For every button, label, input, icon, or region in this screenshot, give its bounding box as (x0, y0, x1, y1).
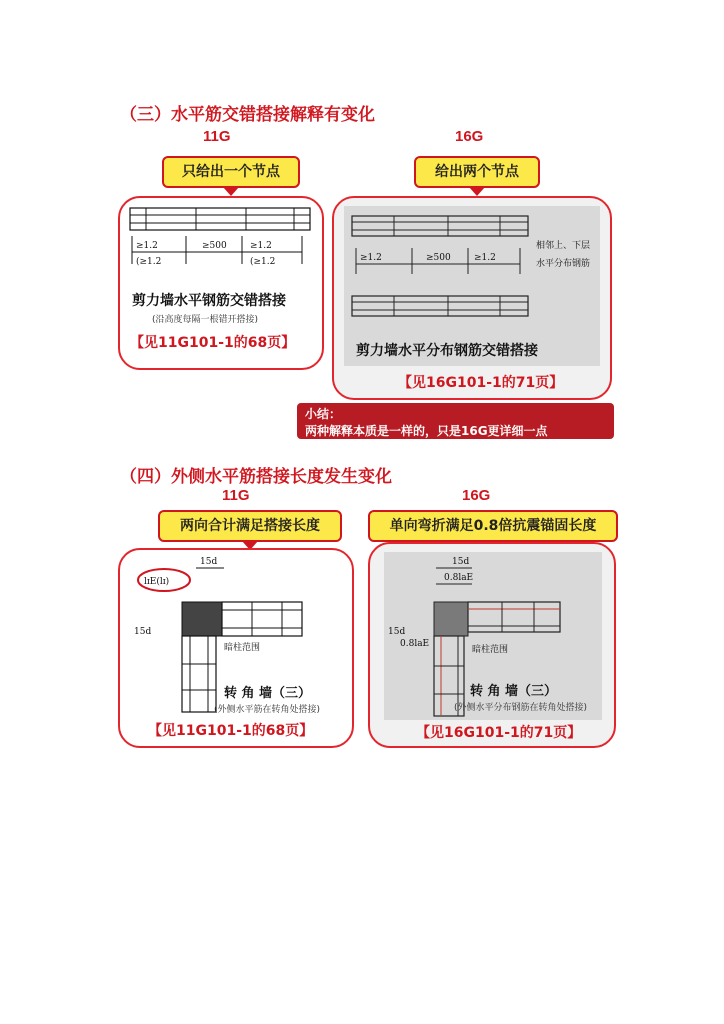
zone-label: 暗柱范围 (224, 643, 261, 653)
section3-right-reference: 【见16G101-1的71页】 (398, 375, 564, 391)
dim-label-middle: ≥500 (202, 241, 227, 251)
dim-side-label-2: 0.8laE (400, 639, 430, 649)
section4-right-reference: 【见16G101-1的71页】 (416, 725, 582, 741)
dim-label-right: ≥1.2 (474, 253, 496, 263)
section3-right-caption: 剪力墙水平分布钢筋交错搭接 (356, 343, 538, 359)
dim-label-left-top: ≥1.2 (136, 241, 158, 251)
section3-left-caption: 剪力墙水平钢筋交错搭接 (132, 293, 286, 309)
section4-left-caption: 转 角 墙（三） (224, 686, 312, 701)
summary-text: 两种解释本质是一样的，只是16G更详细一点 (305, 424, 548, 438)
dim-label-right-top: ≥1.2 (250, 241, 272, 251)
section4-right-version: 16G (462, 487, 491, 504)
dim-label-left-bottom: (≥1.2 (136, 257, 162, 267)
section4-right-callout: 单向弯折满足0.8倍抗震锚固长度 (368, 510, 618, 542)
section4-left-card (118, 548, 354, 748)
section3-left-version: 11G (203, 128, 231, 145)
section3-left-card (118, 196, 324, 370)
section3-right-version: 16G (455, 128, 484, 145)
section4-right-subcaption: (外侧水平分布钢筋在转角处搭接) (454, 703, 588, 713)
summary-box (297, 403, 614, 439)
section4-right-caption: 转 角 墙（三） (470, 684, 558, 699)
dim-label-right-bottom: (≥1.2 (250, 257, 276, 267)
summary-heading: 小结： (305, 407, 342, 421)
circled-lap-length-label: lɪE(lɪ) (144, 577, 170, 587)
section4-left-subcaption: (外侧水平筋在转角处搭接) (214, 705, 321, 715)
lap-splice-diagram-11g (126, 204, 316, 286)
section3-left-callout: 只给出一个节点 (162, 156, 300, 188)
dim-label-middle: ≥500 (426, 253, 451, 263)
section3-right-card (332, 196, 612, 400)
dim-top-label: 15d (200, 557, 218, 567)
dim-side-label: 15d (388, 627, 406, 637)
dim-top-label: 15d (452, 557, 470, 567)
section3-right-callout: 给出两个节点 (414, 156, 540, 188)
section3-title: （三）水平筋交错搭接解释有变化 (120, 105, 375, 125)
side-note-line2: 水平分布钢筋 (536, 259, 591, 269)
zone-label: 暗柱范围 (472, 645, 509, 655)
section4-left-version: 11G (222, 487, 250, 504)
side-note-line1: 相邻上、下层 (536, 241, 591, 251)
section4-left-reference: 【见11G101-1的68页】 (148, 723, 314, 739)
section4-left-callout: 两向合计满足搭接长度 (158, 510, 342, 542)
dim-label-left: ≥1.2 (360, 253, 382, 263)
section3-left-subcaption: (沿高度每隔一根错开搭接) (152, 315, 259, 325)
section4-title: （四）外侧水平筋搭接长度发生变化 (120, 467, 392, 487)
section4-right-card (368, 542, 616, 748)
dim-side-label: 15d (134, 627, 152, 637)
dim-top-label-2: 0.8laE (444, 573, 474, 583)
section3-left-reference: 【见11G101-1的68页】 (130, 335, 296, 351)
